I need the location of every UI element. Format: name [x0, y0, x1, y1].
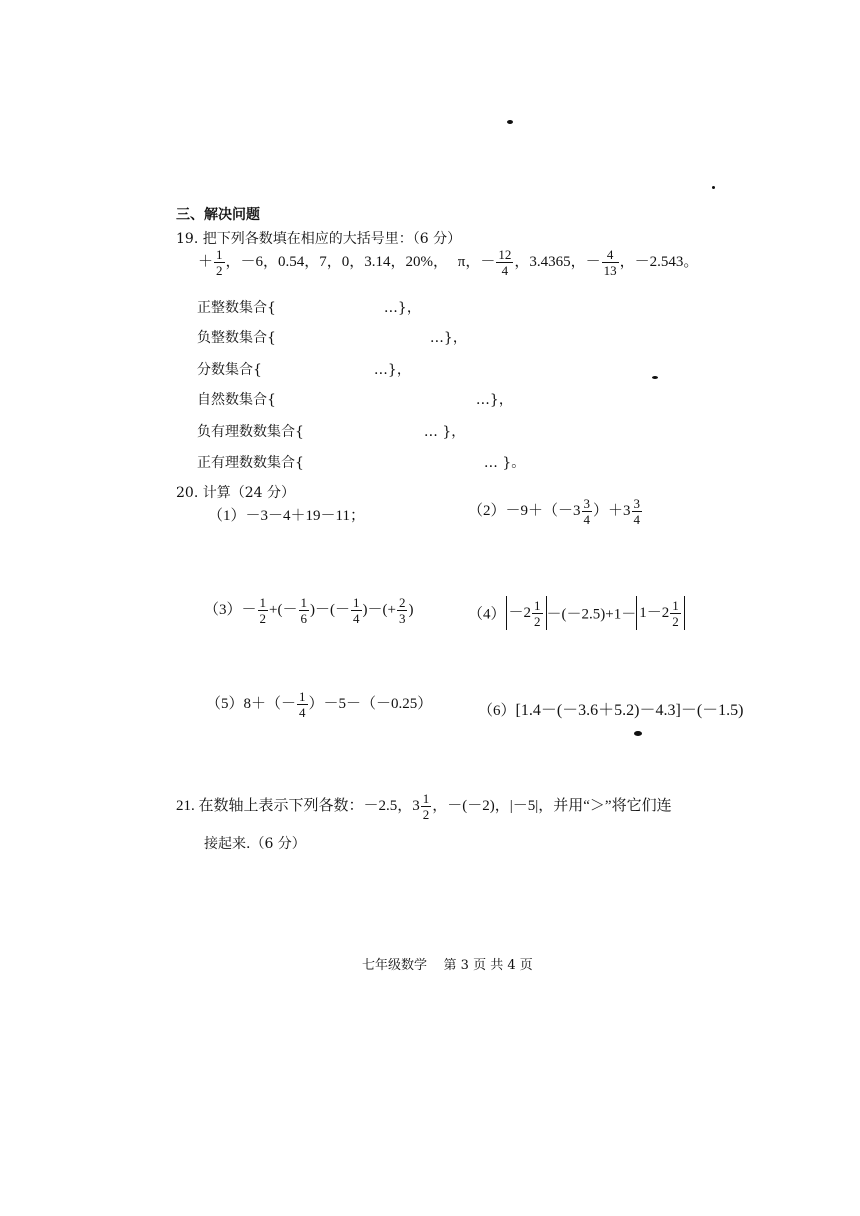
- absolute-value: －2 $\frac{1}{2}$: [506, 596, 547, 630]
- q20-part-3: （3）－ $\frac{1}{2}$ +(－ $\frac{1}{6}$ )－(－ $\frac{1}{4}$ )－(+ $\frac{2}{3}$ ): [204, 595, 414, 626]
- q19-number-list: [198, 248, 698, 277]
- fraction: $\frac{3}{4}$: [633, 496, 641, 527]
- fraction: $\frac{2}{3}$: [398, 595, 406, 626]
- set-negative-rationals: 负有理数数集合{ … }，: [197, 424, 466, 440]
- q20-part-1: （1）－3－4＋19－11；: [208, 508, 365, 524]
- fraction: $\frac{1}{2}$: [259, 595, 267, 626]
- number-text: ，－: [465, 253, 496, 270]
- fraction: $\frac{1}{2}$: [672, 598, 679, 630]
- section-title: 三、解决问题: [176, 207, 260, 223]
- fraction: $\frac{4}{13}$: [603, 247, 617, 278]
- pi-symbol: π: [457, 253, 466, 270]
- fraction: $\frac{1}{4}$: [353, 595, 360, 626]
- q20-part-4: （4） －2 $\frac{1}{2}$ －(－2.5)+1－ 1－2 $\frac{1}{2}$: [468, 596, 685, 630]
- q19-stem: 19. 把下列各数填在相应的大括号里：（6 分）: [176, 231, 462, 247]
- fraction: $\frac{1}{2}$: [534, 598, 541, 630]
- set-positive-rationals: 正有理数数集合{ … }。: [197, 455, 526, 471]
- fraction: $\frac{1}{6}$: [300, 595, 307, 626]
- number-text: ，－6，0.54，7，0，3.14，20%，: [225, 253, 449, 270]
- set-fractions: 分数集合{ …}，: [197, 362, 411, 378]
- fraction: $\frac{1}{4}$: [299, 689, 306, 720]
- scan-speck: [712, 186, 715, 189]
- fraction: $\frac{3}{4}$: [583, 496, 591, 527]
- fraction: $\frac{1}{2}$: [422, 791, 430, 822]
- q20-part-2: （2）－9＋（－3 $\frac{3}{4}$ ）＋3 $\frac{3}{4}$: [468, 496, 641, 527]
- plus-sign: ＋: [198, 253, 214, 270]
- q21-line-1: 21. 在数轴上表示下列各数：－2.5，3 $\frac{1}{2}$ ，－(－2)，|－5|，并用“＞”将它们连: [176, 791, 672, 822]
- q20-part-6: （6）[1.4－(－3.6＋5.2)－4.3]－(－1.5): [478, 702, 744, 719]
- scan-speck: [507, 120, 513, 124]
- q20-part-5: （5）8＋（－ $\frac{1}{4}$ ）－5－（－0.25）: [206, 689, 433, 720]
- q20-stem: 20. 计算（24 分）: [176, 485, 295, 501]
- scan-speck: [634, 731, 642, 736]
- number-text: ，3.4365，－: [514, 253, 601, 270]
- fraction: $\frac{12}{4}$: [498, 247, 512, 278]
- page-footer: 七年级数学 第 3 页 共 4 页: [362, 958, 533, 973]
- scan-speck: [652, 376, 658, 379]
- set-positive-integers: 正整数集合{ …}，: [197, 300, 421, 316]
- set-negative-integers: 负整数集合{ …}，: [197, 330, 467, 346]
- fraction: $\frac{1}{2}$: [216, 247, 223, 278]
- absolute-value: 1－2 $\frac{1}{2}$: [636, 596, 685, 630]
- q21-line-2: 接起来.（6 分）: [204, 836, 306, 852]
- set-natural-numbers: 自然数集合{ …}，: [197, 392, 513, 408]
- number-text: ，－2.543。: [619, 253, 699, 270]
